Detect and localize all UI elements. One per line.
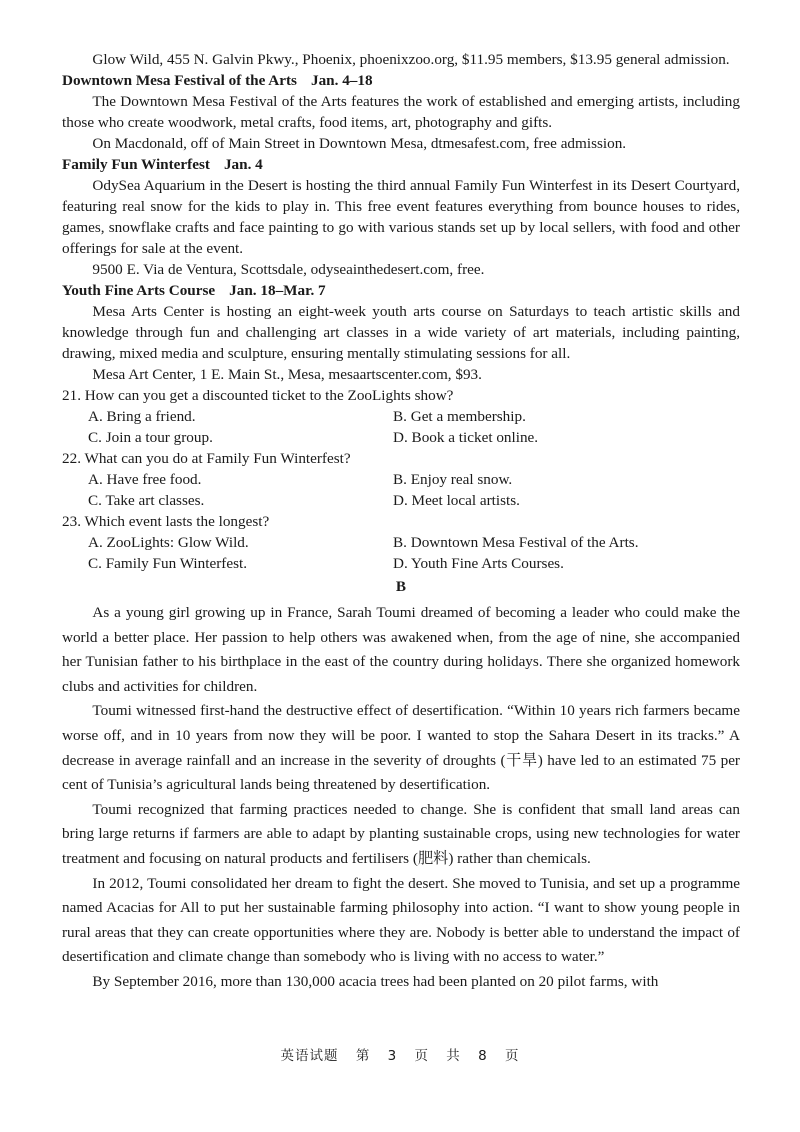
footer-ye2: 页 [504, 1048, 520, 1064]
answer-option: D. Youth Fine Arts Courses. [393, 555, 564, 572]
answer-options [62, 406, 740, 448]
event-info: Mesa Art Center, 1 E. Main St., Mesa, mesaartscenter.com, $93. [92, 366, 482, 383]
event-heading-winterfest [62, 154, 740, 175]
footer-total-pages: 8 [478, 1048, 488, 1064]
answer-option: A. Have free food. [88, 471, 202, 488]
answer-option: C. Take art classes. [88, 492, 205, 509]
passage-paragraph: Toumi recognized that farming practices needed to change. She is confident that small land areas can bring large returns if farmers are able to adapt by planting sustainable crops, using new technologies for water treatment and focusing on natural products and fertilisers (肥料) rather than chemicals. [62, 800, 740, 867]
footer-di: 第 [355, 1048, 371, 1064]
event-title: Family Fun Winterfest [62, 156, 210, 173]
footer-page-number: 3 [387, 1048, 398, 1064]
event-info: On Macdonald, off of Main Street in Downtown Mesa, dtmesafest.com, free admission. [92, 135, 627, 152]
answer-option: B. Get a membership. [393, 408, 526, 425]
event-title: Youth Fine Arts Course [62, 282, 216, 299]
zoolights-info: Glow Wild, 455 N. Galvin Pkwy., Phoenix, phoenixzoo.org, $11.95 members, $13.95 general admission. [92, 51, 730, 68]
answer-option: B. Downtown Mesa Festival of the Arts. [393, 534, 639, 551]
event-date: Jan. 18–Mar. 7 [229, 282, 326, 299]
question-stem: 23. Which event lasts the longest? [62, 513, 270, 530]
question-23 [62, 511, 740, 574]
footer-gong: 共 [446, 1048, 461, 1064]
section-label: B [395, 578, 407, 595]
passage-paragraph: As a young girl growing up in France, Sarah Toumi dreamed of becoming a leader who could make the world a better place. Her passion to help others was awakened when, from the age of nine, she accompanied her Tunisian father to his birthplace in the east of the country during holidays. There she organized homework clubs and activities for children. [62, 604, 740, 695]
event-date: Jan. 4 [223, 156, 263, 173]
footer-subject: 英语试题 [280, 1048, 339, 1064]
event-description: The Downtown Mesa Festival of the Arts features the work of established and emerging artists, including those who create woodwork, metal crafts, food items, art, photography and gifts. [62, 93, 740, 131]
answer-option: A. ZooLights: Glow Wild. [88, 534, 249, 551]
passage-paragraph: In 2012, Toumi consolidated her dream to fight the desert. She moved to Tunisia, and set up a programme named Acacias for All to put her sustainable farming philosophy into action. “I want to show young people in rural areas that they can create opportunities where they are. Nobody is better able to understand the impact of desertification and climate change than somebody who is living with no access to water.” [62, 874, 740, 966]
event-heading-youth-arts [62, 280, 740, 301]
page-footer [0, 1046, 800, 1067]
event-heading-mesa-festival [62, 70, 740, 91]
answer-option: D. Meet local artists. [393, 492, 520, 509]
answer-option: A. Bring a friend. [88, 408, 196, 425]
answer-option: B. Enjoy real snow. [393, 471, 513, 488]
passage-b [62, 601, 740, 995]
question-21 [62, 385, 740, 448]
event-info: 9500 E. Via de Ventura, Scottsdale, odyseainthedesert.com, free. [92, 261, 485, 278]
answer-options [62, 532, 740, 574]
event-description: OdySea Aquarium in the Desert is hosting the third annual Family Fun Winterfest in its Desert Courtyard, featuring real snow for the kids to play in. This free event features everything from bounce houses to rides, games, snowflake crafts and face painting to go with various stands set up by local sellers, with food and other offerings for sale at the event. [62, 177, 740, 257]
question-22 [62, 448, 740, 511]
answer-options [62, 469, 740, 511]
answer-option: D. Book a ticket online. [393, 429, 539, 446]
footer-ye: 页 [414, 1048, 429, 1064]
event-description: Mesa Arts Center is hosting an eight-week youth arts course on Saturdays to teach artistic skills and knowledge through fun and challenging art classes in a wide variety of art materials, including painting, drawing, mixed media and sculpture, ensuring mentally stimulating sessions for all. [62, 303, 740, 362]
passage-paragraph: By September 2016, more than 130,000 acacia trees had been planted on 20 pilot farms, with [92, 972, 659, 990]
answer-option: C. Family Fun Winterfest. [88, 555, 247, 572]
answer-option: C. Join a tour group. [88, 429, 213, 446]
event-title: Downtown Mesa Festival of the Arts [62, 72, 297, 89]
question-stem: 22. What can you do at Family Fun Winterfest? [62, 450, 351, 467]
passage-paragraph: Toumi witnessed first-hand the destructive effect of desertification. “Within 10 years rich farmers became worse off, and in 10 years from now they will be poor. I wanted to stop the Sahara Desert in its tracks.” A decrease in average rainfall and an increase in the severity of droughts (干旱) have led to an estimated 75 per cent of Tunisia’s agricultural lands being threatened by desertification. [62, 702, 740, 794]
event-date: Jan. 4–18 [310, 72, 373, 89]
question-stem: 21. How can you get a discounted ticket to the ZooLights show? [62, 387, 454, 404]
